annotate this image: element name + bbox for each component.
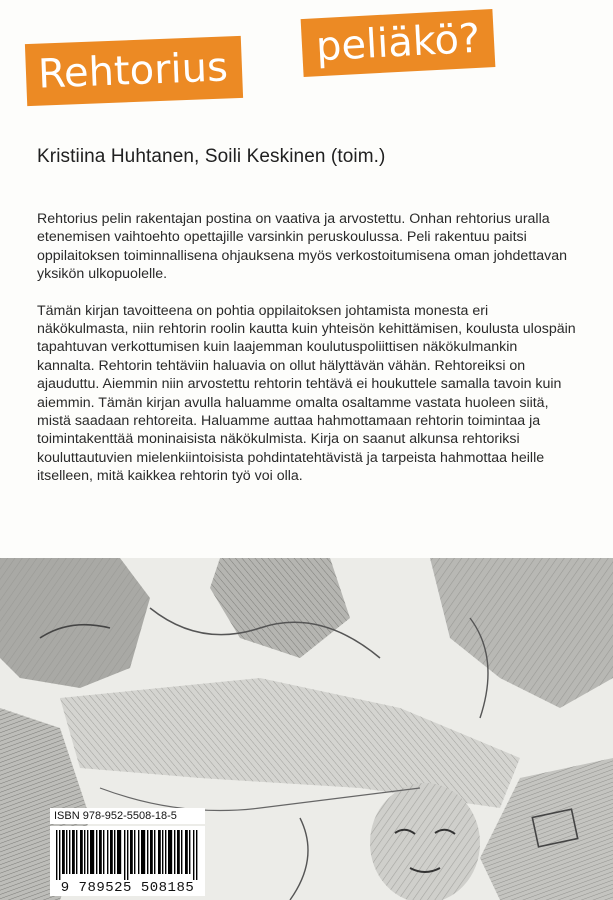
title-part-2: peliäkö? xyxy=(314,15,482,71)
barcode-bars-icon xyxy=(56,830,199,880)
authors: Kristiina Huhtanen, Soili Keskinen (toim.) xyxy=(37,146,386,167)
barcode-digits: 9 789525 508185 xyxy=(60,880,195,896)
blurb-paragraph-2: Tämän kirjan tavoitteena on pohtia oppilaitoksen johtamista monesta eri näkökulmasta, niin rehtorin roolin kautta kuin yhteisön kehittämisen, koulusta ulospäin tapahtuvan verkottumisen kuin laajemman koulutuspoliittisen näkökulmankin kannalta. Rehtorin tehtäviin haluavia on ollut hälyttävän vähän. Rehtoreiksi on ajauduttu. Aiemmin niin arvostettu rehtorin tehtävä ei houkuttele samalla tavoin kuin aiemmin. Tämän kirjan avulla haluamme omalta osaltamme vastata huoleen siitä, mistä saadaan rehtoreita. Haluamme auttaa hahmottamaan rehtorin toimintaa ja toimintakenttää moninaisista näkökulmista. Kirja on saanut alkunsa rehtoriksi kouluttautuvien mielenkiintoisista pohdintatehtävistä ja tarpeista hahmottaa heille itselleen, mitä kaikkea rehtorin työ voi olla. xyxy=(37,302,576,485)
barcode xyxy=(50,826,205,896)
blurb-paragraph-1: Rehtorius pelin rakentajan postina on vaativa ja arvostettu. Onhan rehtorius uralla etenemisen vaihtoehto opettajille varsinkin peruskoulussa. Peli rakentuu paitsi oppilaitoksen toiminnallisena ohjauksena myös verkostoitumisena oman johdettavan yksikön ulkopuolelle. xyxy=(37,211,567,283)
title-part-1: Rehtorius xyxy=(37,44,229,98)
title-strip-2 xyxy=(301,9,496,77)
blurb xyxy=(37,210,577,504)
title-strip-1 xyxy=(25,36,243,106)
isbn-label: ISBN 978-952-5508-18-5 xyxy=(50,808,205,824)
title-block xyxy=(0,0,613,110)
